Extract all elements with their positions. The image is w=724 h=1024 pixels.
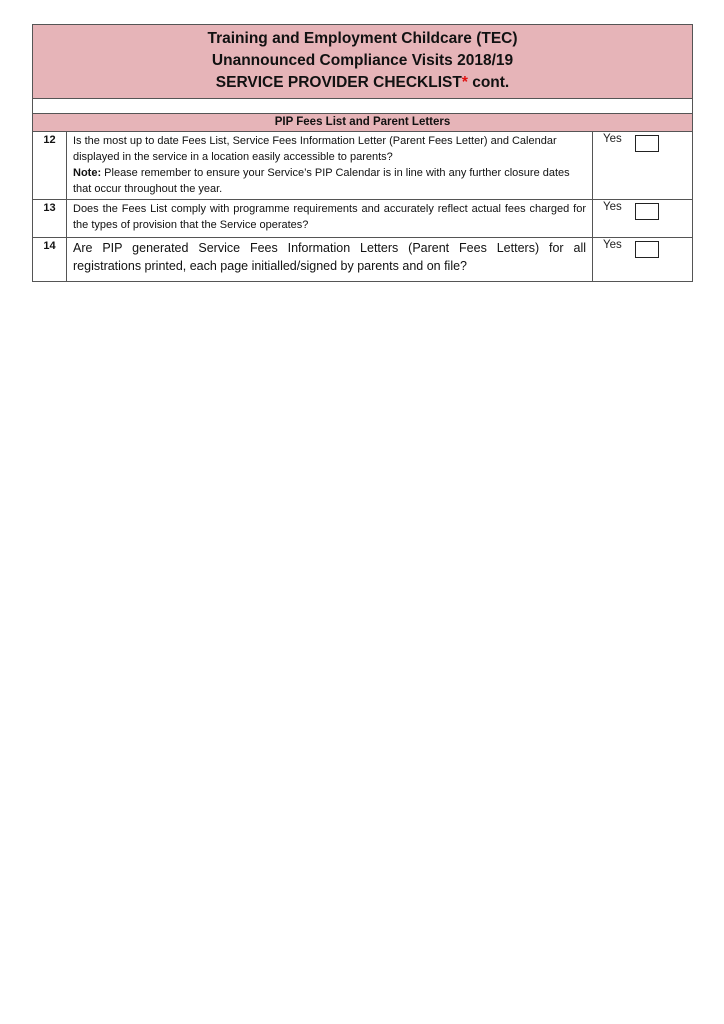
question-number: 14 — [33, 238, 67, 282]
question-text: Are PIP generated Service Fees Information Letters (Parent Fees Letters) for all registrations printed, each page initialled/signed by parents and on file? — [67, 238, 593, 282]
title-line-1: Training and Employment Childcare (TEC) — [207, 30, 518, 47]
question-row-14 — [33, 238, 693, 282]
question-number: 13 — [33, 200, 67, 238]
yes-checkbox[interactable] — [635, 135, 659, 152]
yes-label: Yes — [603, 201, 622, 213]
answer-cell — [593, 238, 693, 282]
title-line-3 — [33, 72, 692, 94]
title-cell — [33, 25, 693, 99]
question-row-12 — [33, 132, 693, 200]
question-number: 12 — [33, 132, 67, 200]
note-label: Note: — [73, 167, 102, 179]
title-line-3-text: SERVICE PROVIDER CHECKLIST — [215, 74, 462, 91]
checklist-sheet — [32, 24, 692, 282]
title-line-3-suffix: cont. — [467, 74, 510, 91]
section-title: PIP Fees List and Parent Letters — [33, 114, 693, 132]
title-line-2: Unannounced Compliance Visits 2018/19 — [211, 52, 514, 69]
yes-checkbox[interactable] — [635, 203, 659, 220]
question-note — [73, 165, 586, 197]
yes-label: Yes — [603, 133, 622, 145]
question-row-13 — [33, 200, 693, 238]
title-asterisk: * — [461, 74, 468, 91]
checklist-table — [32, 24, 693, 282]
section-header-row — [33, 114, 693, 132]
blank-cell — [33, 99, 693, 114]
yes-label: Yes — [603, 239, 622, 251]
answer-cell — [593, 132, 693, 200]
answer-cell — [593, 200, 693, 238]
blank-row — [33, 99, 693, 114]
question-text-cell — [67, 132, 593, 200]
yes-checkbox[interactable] — [635, 241, 659, 258]
question-text: Does the Fees List comply with programme requirements and accurately reflect actual fees charged for the types of provision that the Service operates? — [67, 200, 593, 238]
question-text: Is the most up to date Fees List, Service Fees Information Letter (Parent Fees Letter) and Calendar displayed in the service in a location easily accessible to parents? — [73, 135, 557, 163]
title-row — [33, 25, 693, 99]
note-text: Please remember to ensure your Service’s PIP Calendar is in line with any further closure dates that occur throughout the year. — [73, 167, 570, 195]
